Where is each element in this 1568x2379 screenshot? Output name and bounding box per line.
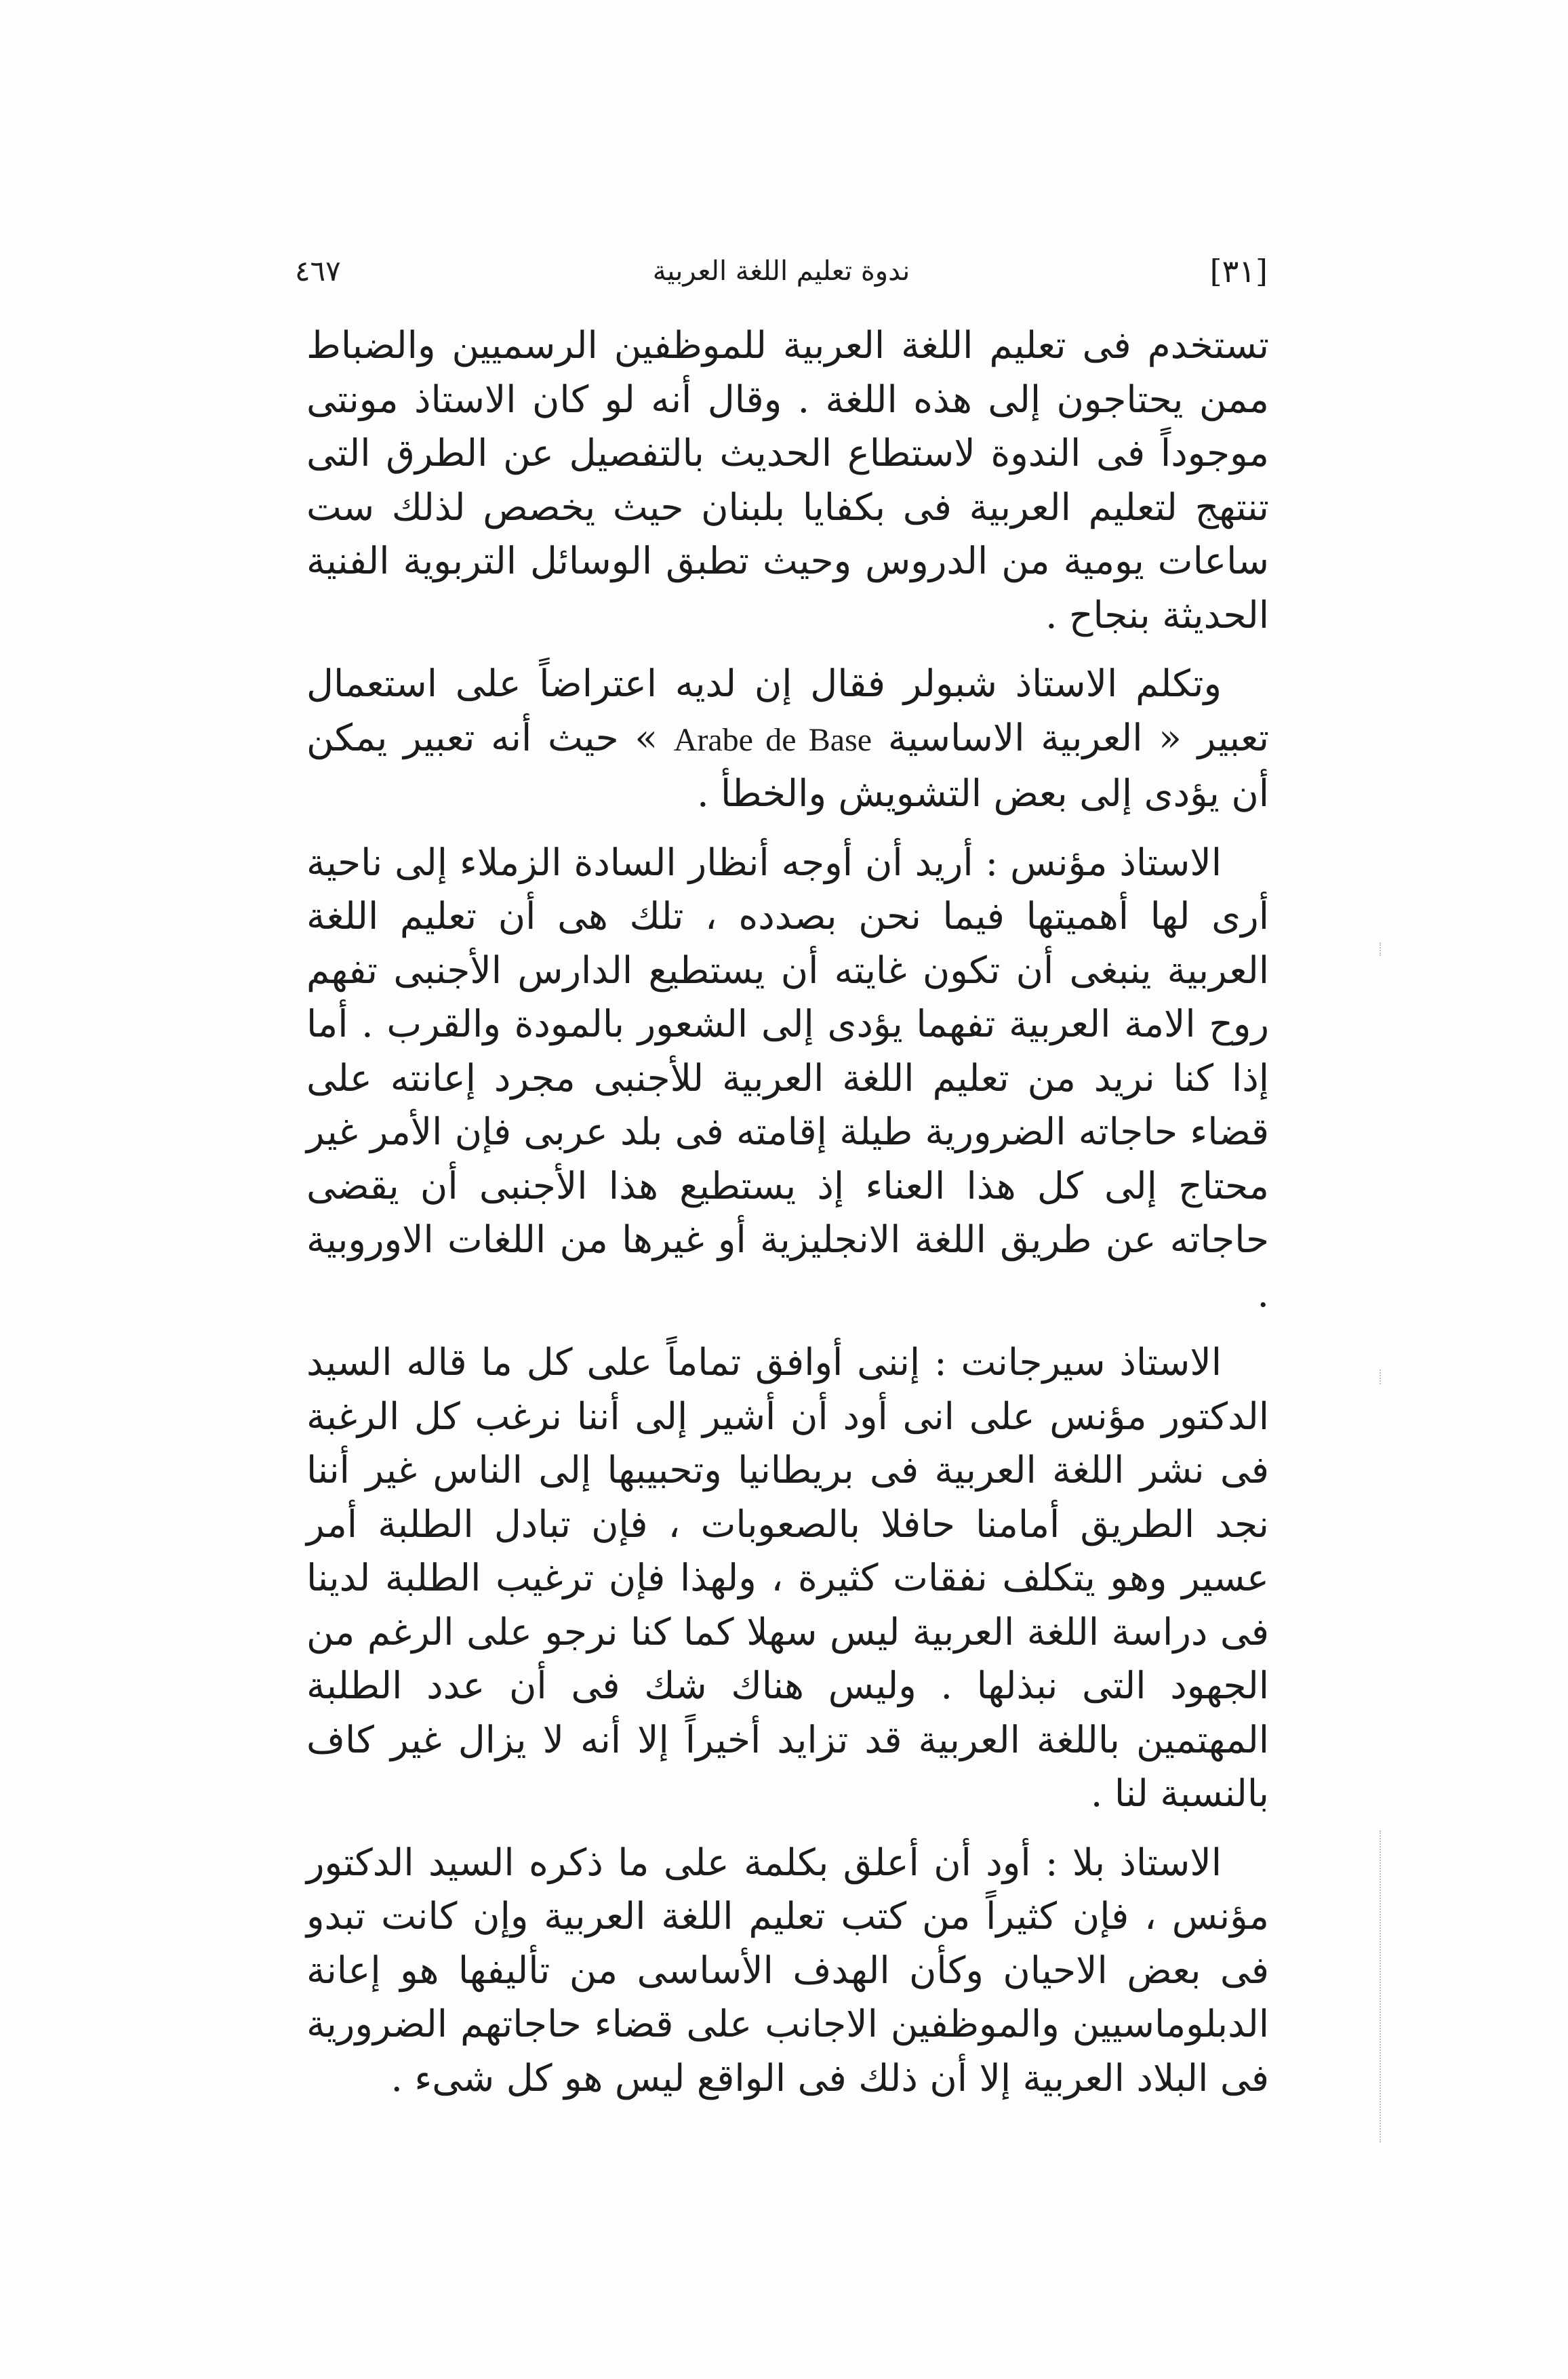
- running-header: [295, 247, 1268, 295]
- page-number: ٤٦٧: [295, 254, 341, 287]
- paragraph-text-after: » حيث أنه تعبير يمكن أن يؤدى إلى بعض التشويش والخطأ .: [306, 715, 1269, 815]
- latin-term: Arabe de Base: [673, 721, 872, 758]
- paragraph-text-before: وتكلم الاستاذ شبولر فقال إن لديه اعتراضاً على استعمال تعبير « العربية الاساسية: [306, 662, 1270, 759]
- scan-margin-mark: [1380, 942, 1381, 956]
- paragraph-serjeant: الاستاذ سيرجانت : إننى أوافق تماماً على كل ما قاله السيد الدكتور مؤنس على انى أود أن أشير إلى أننا نرغب كل الرغبة فى نشر اللغة العربية فى بريطانيا وتحبيبها إلى الناس غير أننا نجد الطريق أمامنا حافلا بالصعوبات ، فإن تبادل الطلبة أمر عسير وهو يتكلف نفقات كثيرة ، ولهذا فإن ترغيب الطلبة لدينا فى دراسة اللغة العربية ليس سهلا كما كنا نرجو على الرغم من الجهود التى نبذلها . وليس هناك شك فى أن عدد الطلبة المهتمين باللغة العربية قد تزايد أخيراً إلا أنه لا يزال غير كاف بالنسبة لنا .: [306, 1340, 1269, 1815]
- running-title: ندوة تعليم اللغة العربية: [652, 256, 910, 287]
- section-number: [٣١]: [1209, 253, 1268, 289]
- paragraph-pellat: الاستاذ بلا : أود أن أعلق بكلمة على ما ذكره السيد الدكتور مؤنس ، فإن كثيراً من كتب تعليم اللغة العربية وإن كانت تبدو فى بعض الاحيان وكأن الهدف الأساسى من تأليفها هو إعانة الدبلوماسيين والموظفين الاجانب على قضاء حاجاتهم الضرورية فى البلاد العربية إلا أن ذلك فى الواقع ليس هو كل شىء .: [306, 1840, 1269, 2100]
- paragraph-schpoler: [306, 657, 1269, 821]
- body-text: [306, 319, 1269, 2105]
- paragraph-mounes: الاستاذ مؤنس : أريد أن أوجه أنظار السادة الزملاء إلى ناحية أرى لها أهميتها فيما نحن بصدده ، تلك هى أن تعليم اللغة العربية ينبغى أن تكون غايته أن يستطيع الدارس الأجنبى تفهم روح الامة العربية تفهما يؤدى إلى الشعور بالمودة والقرب . أما إذا كنا نريد من تعليم اللغة العربية للأجنبى مجرد إعانته على قضاء حاجاته الضرورية طيلة إقامته فى بلد عربى فإن الأمر غير محتاج إلى كل هذا العناء إذ يستطيع هذا الأجنبى أن يقضى حاجاته عن طريق اللغة الانجليزية أو غيرها من اللغات الاوروبية .: [306, 840, 1269, 1315]
- scan-margin-mark: [1380, 1831, 1381, 2142]
- scan-margin-mark: [1380, 1370, 1381, 1384]
- paragraph-continuation: تستخدم فى تعليم اللغة العربية للموظفين الرسميين والضباط ممن يحتاجون إلى هذه اللغة . وقال أنه لو كان الاستاذ مونتى موجوداً فى الندوة لاستطاع الحديث بالتفصيل عن الطرق التى تنتهج لتعليم العربية فى بكفايا بلبنان حيث يخصص لذلك ست ساعات يومية من الدروس وحيث تطبق الوسائل التربوية الفنية الحديثة بنجاح .: [306, 323, 1269, 637]
